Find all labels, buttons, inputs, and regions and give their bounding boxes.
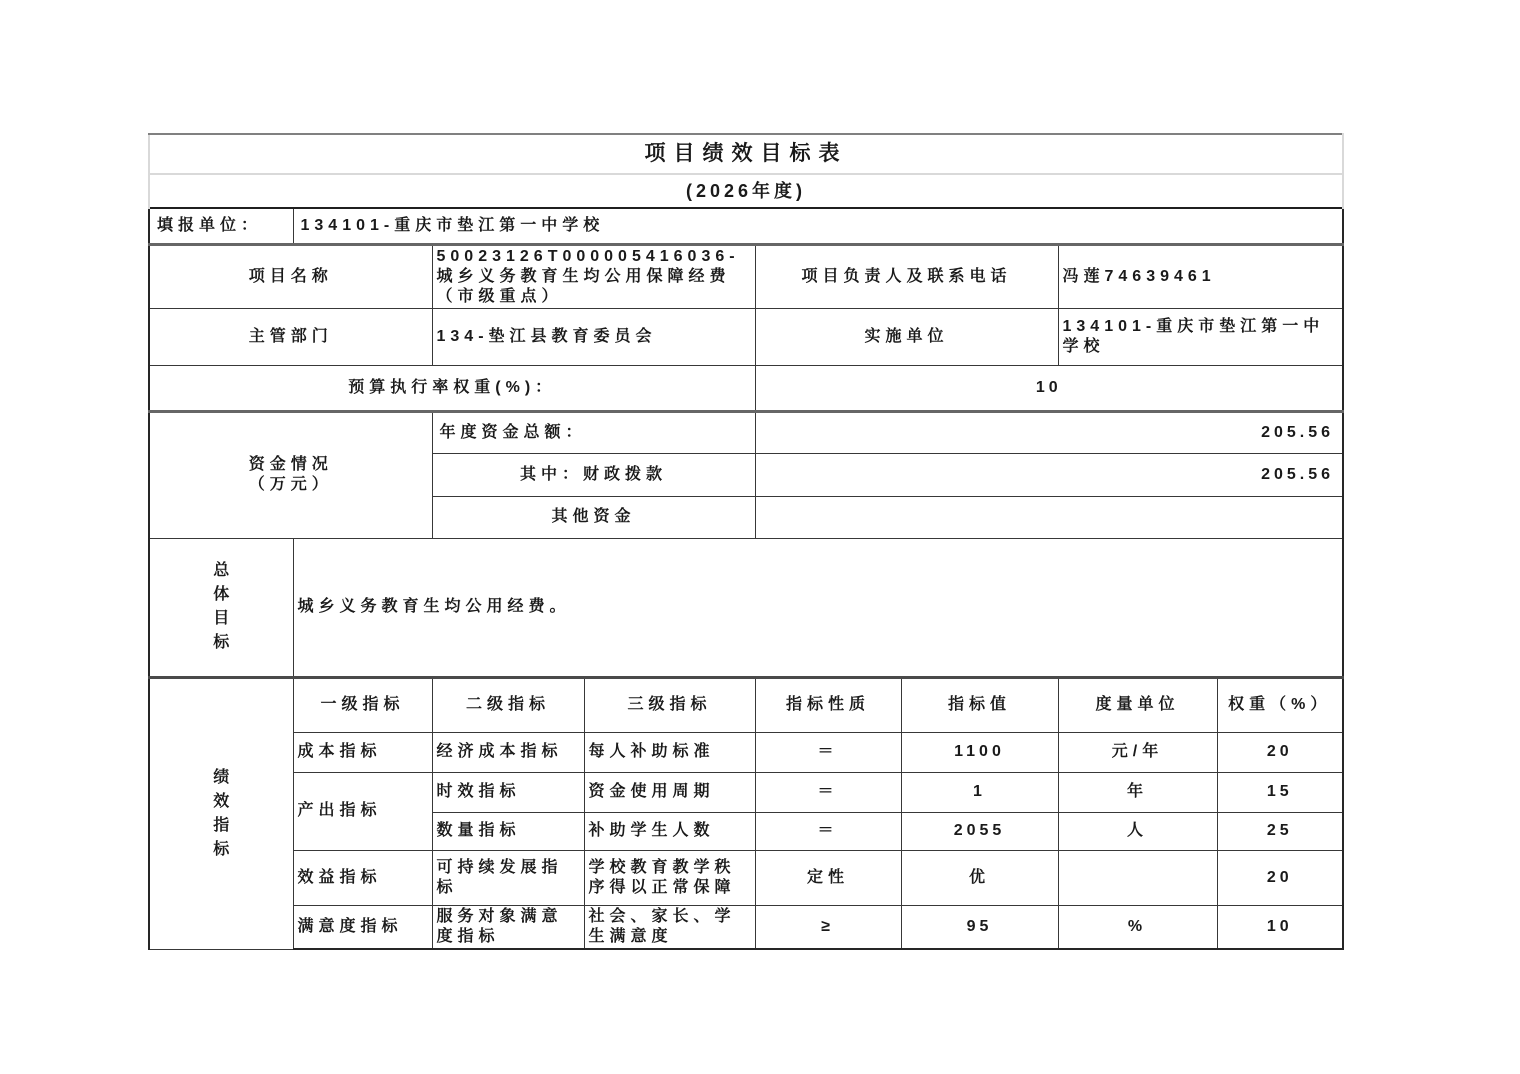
performance-target-table <box>148 133 1344 950</box>
indicator-level2: 经济成本指标 <box>432 732 584 772</box>
funds-total-value: 205.56 <box>755 411 1343 453</box>
indicator-weight: 20 <box>1217 732 1343 772</box>
indicator-level1: 效益指标 <box>293 850 432 905</box>
indicator-value: 1 <box>901 772 1058 812</box>
funds-other-value <box>755 496 1343 538</box>
funds-fiscal-value: 205.56 <box>755 453 1343 496</box>
header-unit: 度量单位 <box>1058 677 1217 732</box>
indicator-level3: 社会、家长、学生满意度 <box>584 905 755 949</box>
implementing-unit-value: 134101-重庆市垫江第一中学校 <box>1058 308 1343 365</box>
indicator-value: 95 <box>901 905 1058 949</box>
funds-label-line1: 资金情况 <box>248 456 333 473</box>
header-weight: 权重（%） <box>1217 677 1343 732</box>
indicator-value: 优 <box>901 850 1058 905</box>
indicator-level3: 补助学生人数 <box>584 812 755 850</box>
page-subtitle: (2026年度) <box>149 174 1343 208</box>
performance-target-document <box>148 133 1342 950</box>
fill-unit-label: 填报单位： <box>149 208 293 244</box>
header-level1: 一级指标 <box>293 677 432 732</box>
header-level3: 三级指标 <box>584 677 755 732</box>
indicator-level3: 学校教育教学秩序得以正常保障 <box>584 850 755 905</box>
indicator-nature: ≥ <box>755 905 901 949</box>
indicator-level2: 可持续发展指标 <box>432 850 584 905</box>
budget-rate-label: 预算执行率权重(%)： <box>149 365 755 411</box>
indicator-level2: 时效指标 <box>432 772 584 812</box>
department-label: 主管部门 <box>149 308 432 365</box>
indicator-unit: % <box>1058 905 1217 949</box>
indicator-unit: 年 <box>1058 772 1217 812</box>
project-name-value: 50023126T000005416036-城乡义务教育生均公用保障经费（市级重点） <box>432 244 755 308</box>
implementing-unit-label: 实施单位 <box>755 308 1058 365</box>
project-manager-value: 冯莲74639461 <box>1058 244 1343 308</box>
indicator-level3: 每人补助标准 <box>584 732 755 772</box>
funds-label <box>149 411 432 538</box>
indicator-nature: ＝ <box>755 732 901 772</box>
indicator-weight: 25 <box>1217 812 1343 850</box>
department-value: 134-垫江县教育委员会 <box>432 308 755 365</box>
funds-other-label: 其他资金 <box>432 496 755 538</box>
indicator-level1: 产出指标 <box>293 772 432 850</box>
indicator-unit: 人 <box>1058 812 1217 850</box>
overall-goal-label <box>149 538 293 677</box>
indicator-unit <box>1058 850 1217 905</box>
header-level2: 二级指标 <box>432 677 584 732</box>
indicator-level2: 服务对象满意度指标 <box>432 905 584 949</box>
funds-label-line2: （万元） <box>248 476 333 493</box>
funds-fiscal-label: 其中：财政拨款 <box>432 453 755 496</box>
indicator-level2: 数量指标 <box>432 812 584 850</box>
indicator-unit: 元/年 <box>1058 732 1217 772</box>
page-title: 项目绩效目标表 <box>149 134 1343 174</box>
indicator-value: 2055 <box>901 812 1058 850</box>
indicator-weight: 20 <box>1217 850 1343 905</box>
header-nature: 指标性质 <box>755 677 901 732</box>
performance-indicators-label <box>149 677 293 949</box>
project-name-label: 项目名称 <box>149 244 432 308</box>
performance-indicators-label-text: 绩效指标 <box>213 768 230 858</box>
overall-goal-label-text: 总体目标 <box>213 562 230 651</box>
indicator-nature: ＝ <box>755 772 901 812</box>
budget-rate-value: 10 <box>755 365 1343 411</box>
indicator-value: 1100 <box>901 732 1058 772</box>
overall-goal-content: 城乡义务教育生均公用经费。 <box>293 538 1343 677</box>
header-value: 指标值 <box>901 677 1058 732</box>
fill-unit-value: 134101-重庆市垫江第一中学校 <box>293 208 1343 244</box>
indicator-level3: 资金使用周期 <box>584 772 755 812</box>
project-manager-label: 项目负责人及联系电话 <box>755 244 1058 308</box>
indicator-weight: 10 <box>1217 905 1343 949</box>
indicator-nature: ＝ <box>755 812 901 850</box>
indicator-level1: 成本指标 <box>293 732 432 772</box>
funds-total-label: 年度资金总额： <box>432 411 755 453</box>
indicator-weight: 15 <box>1217 772 1343 812</box>
indicator-nature: 定性 <box>755 850 901 905</box>
indicator-level1: 满意度指标 <box>293 905 432 949</box>
